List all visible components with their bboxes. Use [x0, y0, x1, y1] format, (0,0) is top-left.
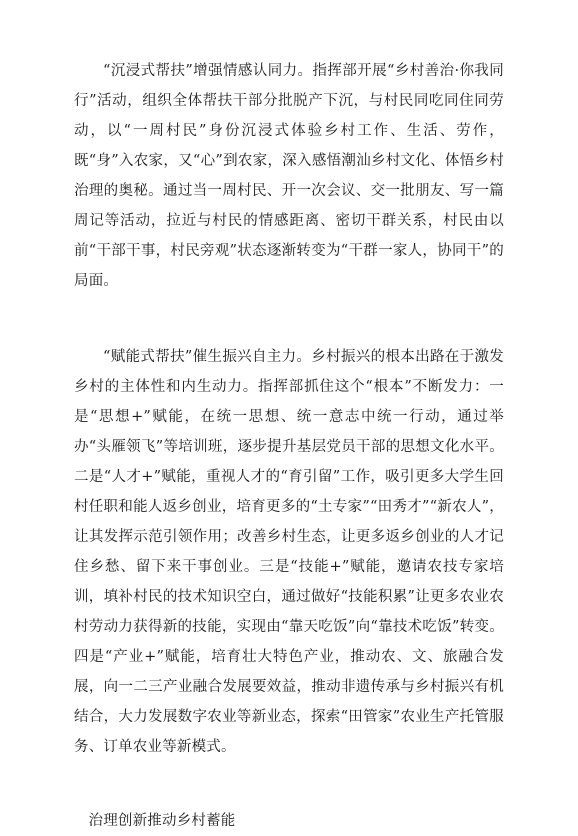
section-heading: 治理创新推动乡村蓄能	[88, 813, 236, 829]
paragraph-immersive-assistance: “沉浸式帮扶”增强情感认同力。指挥部开展“乡村善治·你我同行”活动，组织全体帮扶干部分批脱产下沉，与村民同吃同住同劳动，以“一周村民”身份沉浸式体验乡村工作、生活、劳作，既“身”入农家，又“心”到农家，深入感悟潮汕乡村文化、体悟乡村治理的奥秘。通过当一周村民、开一次会议、交一批朋友、写一篇周记等活动，拉近与村民的情感距离、密切干群关系，村民由以前“干部干事，村民旁观”状态逐渐转变为“干群一家人，协同干”的局面。	[74, 63, 504, 289]
paragraph-empowerment-assistance: “赋能式帮扶”催生振兴自主力。乡村振兴的根本出路在于激发乡村的主体性和内生动力。指挥部抓住这个“根本”不断发力：一是“思想+”赋能，在统一思想、统一意志中统一行动，通过举办“头雁领飞”等培训班，逐步提升基层党员干部的思想文化水平。二是“人才+”赋能，重视人才的“育引留”工作，吸引更多大学生回村任职和能人返乡创业，培育更多的“土专家”“田秀才”“新农人”，让其发挥示范引领作用；改善乡村生态，让更多返乡创业的人才记住乡愁、留下来干事创业。三是“技能+”赋能，邀请农技专家培训，填补村民的技术知识空白，通过做好“技能积累”让更多农业农村劳动力获得新的技能，实现由“靠天吃饭”向“靠技术吃饭”转变。四是“产业+”赋能，培育壮大特色产业，推动农、文、旅融合发展，向一二三产业融合发展要效益，推动非遗传承与乡村振兴有机结合，大力发展数字农业等新业态，探索“田管家”农业生产托管服务、订单农业等新模式。	[74, 349, 504, 755]
